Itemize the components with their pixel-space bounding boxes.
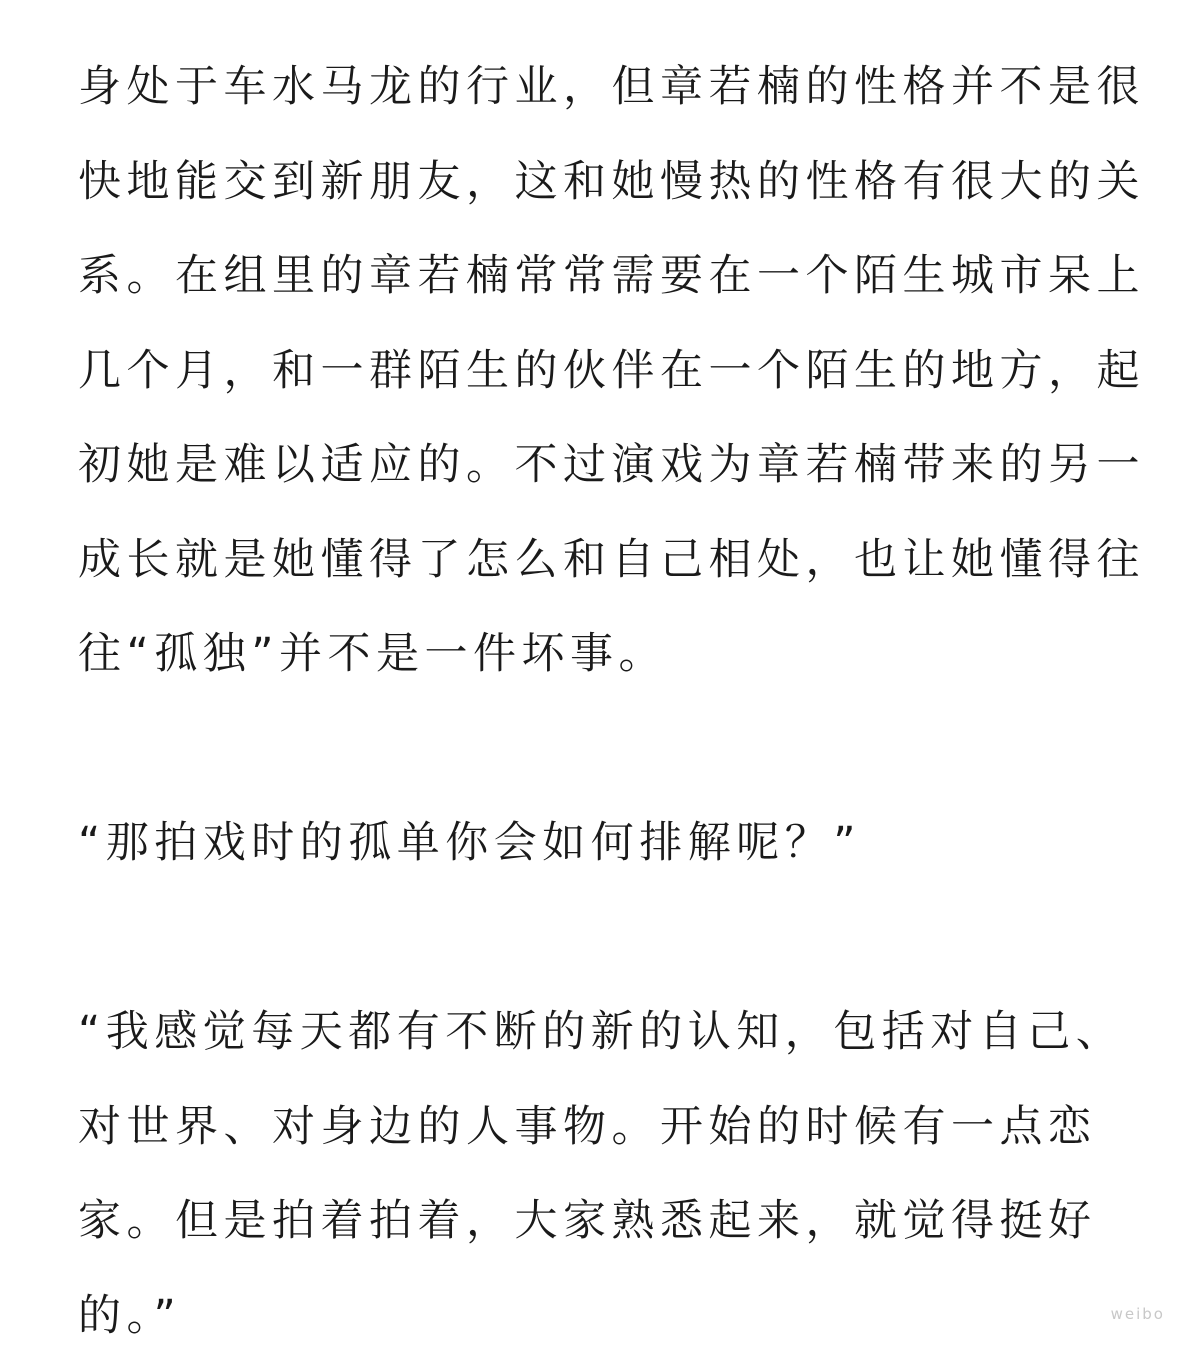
text-line: 快地能交到新朋友，这和她慢热的性格有很大的关 xyxy=(78,135,1108,230)
text-line: 对世界、对身边的人事物。开始的时候有一点恋 xyxy=(78,1080,1108,1175)
text-line: 身处于车水马龙的行业，但章若楠的性格并不是很 xyxy=(78,40,1108,135)
paragraph-intro xyxy=(78,40,1108,702)
text-line: 成长就是她懂得了怎么和自己相处，也让她懂得往 xyxy=(78,513,1108,608)
paragraph-spacer xyxy=(78,702,1108,797)
text-line: 家。但是拍着拍着，大家熟悉起来，就觉得挺好 xyxy=(78,1174,1108,1269)
text-line: 系。在组里的章若楠常常需要在一个陌生城市呆上 xyxy=(78,229,1108,324)
paragraph-answer xyxy=(78,985,1108,1363)
text-line: “我感觉每天都有不断的新的认知，包括对自己、 xyxy=(78,985,1108,1080)
text-line: 几个月，和一群陌生的伙伴在一个陌生的地方，起 xyxy=(78,324,1108,419)
watermark: weibo xyxy=(1111,1305,1165,1323)
text-line: 的。” xyxy=(78,1269,1108,1363)
paragraph-spacer xyxy=(78,891,1108,986)
text-line: 往“孤独”并不是一件坏事。 xyxy=(78,607,1108,702)
paragraph-question xyxy=(78,796,1108,891)
article-body xyxy=(78,40,1108,1363)
text-line: 初她是难以适应的。不过演戏为章若楠带来的另一 xyxy=(78,418,1108,513)
text-line: “那拍戏时的孤单你会如何排解呢？” xyxy=(78,796,1108,891)
